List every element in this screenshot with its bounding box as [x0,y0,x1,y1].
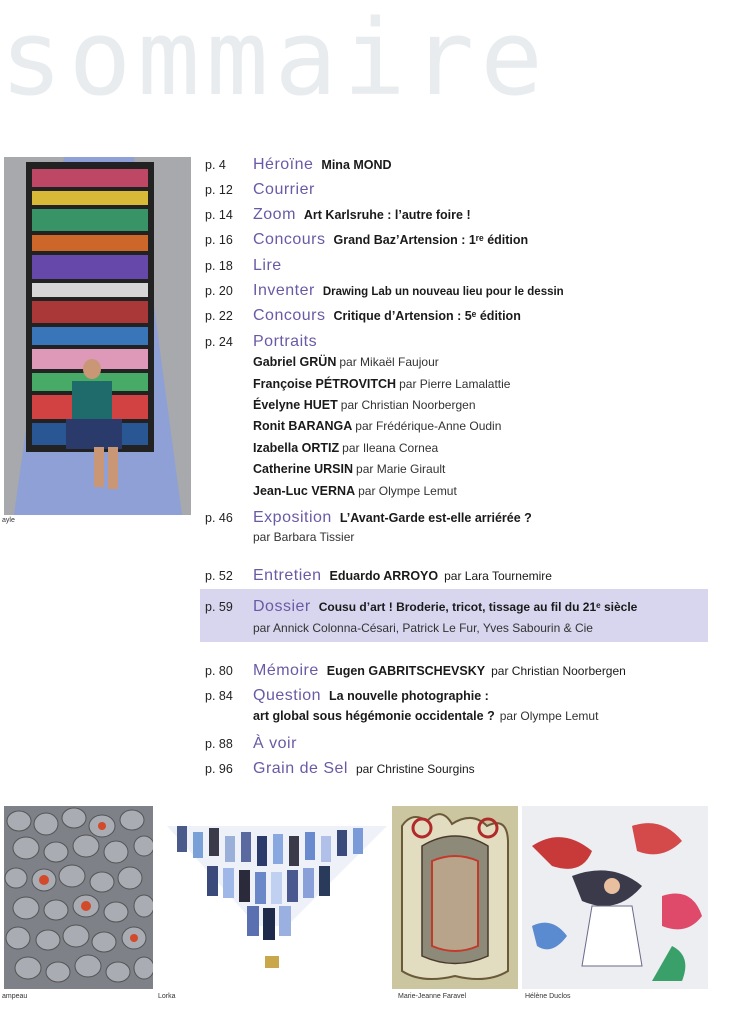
toc-entry-dossier[interactable] [205,598,637,616]
portrait-author: par Olympe Lemut [358,484,457,498]
section-label: Concours [253,307,326,324]
bottom-photo-2 [157,806,389,989]
topic-label: Grand Baz’Artension : 1ʳᵉ édition [333,233,529,247]
toc-entry-memoire[interactable] [205,662,626,680]
page-number: p. 88 [205,737,233,751]
topic-author: par Christine Sourgins [355,762,475,776]
section-label: Inventer [253,282,315,299]
portrait-name: Catherine URSIN [253,462,354,476]
portrait-name: Françoise PÉTROVITCH [253,377,397,391]
portrait-entry[interactable] [253,398,476,412]
portrait-name: Jean-Luc VERNA [253,484,356,498]
section-label: Entretien [253,567,322,584]
bottom-photo-3 [392,806,518,989]
toc-entry-exposition[interactable] [205,509,532,527]
portrait-entry[interactable] [253,419,501,433]
left-feature-photo [4,157,191,515]
section-label: Courrier [253,181,315,198]
page-number: p. 12 [205,183,233,197]
portrait-author: par Ileana Cornea [342,441,439,455]
topic-label: La nouvelle photographie : [329,689,489,703]
toc-entry[interactable] [205,156,392,174]
page-number: p. 96 [205,762,233,776]
portrait-entry[interactable] [253,377,510,391]
portrait-name: Gabriel GRÜN [253,355,337,369]
topic-label: Art Karlsruhe : l’autre foire ! [303,208,471,222]
portrait-name: Ronit BARANGA [253,419,353,433]
portrait-name: Izabella ORTIZ [253,441,340,455]
page-number: p. 18 [205,259,233,273]
portrait-author: par Pierre Lamalattie [399,377,511,391]
toc-entry[interactable] [205,333,325,351]
bottom-caption-2: Lorka [158,993,176,1000]
page-number: p. 84 [205,689,233,703]
topic-author: par Christian Noorbergen [491,664,626,678]
portrait-name: Évelyne HUET [253,398,338,412]
page-number: p. 24 [205,335,233,349]
bottom-caption-3: Marie-Jeanne Faravel [398,993,467,1000]
topic-label: Drawing Lab un nouveau lieu pour le dessin [322,286,564,298]
page-number: p. 20 [205,284,233,298]
dossier-authors: par Annick Colonna-Césari, Patrick Le Fur, Yves Sabourin & Cie [253,621,593,635]
page-number: p. 80 [205,664,233,678]
page-number: p. 59 [205,600,233,614]
topic-author: par Lara Tournemire [444,569,552,583]
section-label: Lire [253,257,282,274]
section-label: Héroïne [253,156,314,173]
page-number: p. 4 [205,158,226,172]
bottom-caption-1: ampeau [2,993,28,1000]
toc-entry[interactable] [205,181,323,199]
question-continuation: art global sous hégémonie occidentale ? par Olympe Lemut [253,709,599,723]
section-label: Concours [253,231,326,248]
toc-entry[interactable] [205,231,528,249]
section-label: Portraits [253,333,318,350]
page-number: p. 22 [205,309,233,323]
topic-label: L’Avant-Garde est-elle arriérée ? [339,511,532,525]
section-label: Exposition [253,509,332,526]
toc-entry-avoir[interactable] [205,735,305,753]
topic-label: Mina MOND [321,158,392,172]
toc-entry[interactable] [205,257,290,275]
section-label: Grain de Sel [253,760,348,777]
topic-label: Cousu d’art ! Broderie, tricot, tissage au fil du 21ᵉ siècle [318,600,638,614]
portrait-entry[interactable] [253,441,438,455]
toc-entry-entretien[interactable] [205,567,552,585]
portrait-entry[interactable] [253,484,457,498]
portrait-author: par Marie Girault [356,462,446,476]
toc-entry[interactable] [205,206,471,224]
bottom-photo-1 [4,806,153,989]
page-title: sommaire [0,0,549,118]
section-label: À voir [253,735,297,752]
section-label: Question [253,687,322,704]
page-number: p. 14 [205,208,233,222]
exposition-author: par Barbara Tissier [253,530,355,544]
portrait-author: par Christian Noorbergen [340,398,476,412]
bottom-photo-4 [522,806,708,989]
bottom-caption-4: Hélène Duclos [525,993,571,1000]
portrait-author: par Mikaël Faujour [339,355,439,369]
portrait-author: par Frédérique-Anne Oudin [355,419,502,433]
toc-entry-question[interactable] [205,687,489,705]
left-photo-caption: ayle [2,517,15,524]
topic-label: Critique d’Artension : 5ᵉ édition [333,309,521,323]
page-number: p. 52 [205,569,233,583]
toc-entry-grain[interactable] [205,760,475,778]
portrait-entry[interactable] [253,462,445,476]
section-label: Mémoire [253,662,319,679]
toc-entry[interactable] [205,282,564,300]
page-number: p. 46 [205,511,233,525]
page-number: p. 16 [205,233,233,247]
portrait-entry[interactable] [253,355,439,369]
section-label: Zoom [253,206,296,223]
toc-entry[interactable] [205,307,521,325]
topic-label: Eduardo ARROYO [329,569,439,583]
topic-label: Eugen GABRITSCHEVSKY [326,664,486,678]
section-label: Dossier [253,598,311,615]
